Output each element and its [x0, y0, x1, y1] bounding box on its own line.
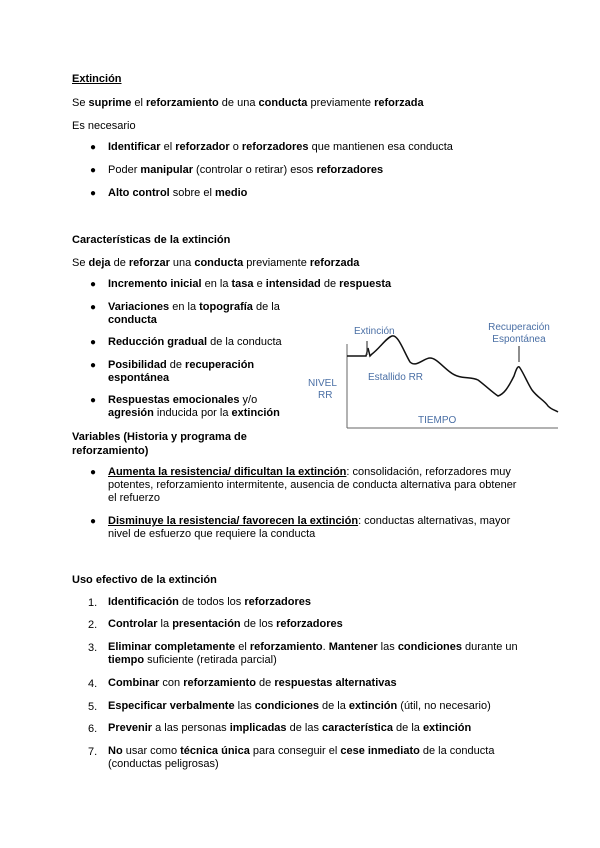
text-run: de las	[286, 722, 323, 734]
text-run: Identificar	[108, 141, 161, 153]
text-run: (útil, no necesario)	[397, 700, 491, 712]
text-run: condiciones	[397, 641, 462, 653]
text-run: de la conducta	[419, 745, 495, 757]
uso-item-3b	[108, 654, 277, 667]
label-tiempo: TIEMPO	[418, 415, 457, 426]
text-run: durante un	[462, 641, 518, 653]
text-run: tasa	[231, 278, 254, 290]
list-number: 5.	[88, 701, 98, 713]
var-item-2-head: Disminuye la resistencia/ favorecen la extinción	[108, 515, 359, 527]
vars-title-2: reforzamiento)	[72, 445, 149, 457]
text-run: Especificar verbalmente	[108, 700, 235, 712]
text-run: Se	[72, 97, 89, 109]
var-item-2-line-2: nivel de esfuerzo que requiere la conducta	[108, 528, 316, 540]
necesario-label: Es necesario	[72, 120, 136, 132]
label-recuperacion-1: Recuperación	[488, 322, 550, 333]
uso-item-6	[108, 722, 471, 735]
text-run: suficiente (retirada parcial)	[144, 654, 277, 666]
text-run: de	[320, 278, 340, 290]
text-run: para conseguir el	[249, 745, 341, 757]
char-item-1	[108, 278, 391, 291]
text-run: el	[131, 97, 146, 109]
text-run: Prevenir	[108, 722, 153, 734]
text-run: condiciones	[254, 700, 319, 712]
char-item-3	[108, 336, 282, 349]
text-run: agresión	[108, 407, 154, 419]
text-run: Controlar	[108, 618, 158, 630]
text-run: de	[166, 359, 186, 371]
text-run: reforzar	[128, 257, 170, 269]
text-run: implicadas	[229, 722, 287, 734]
var-item-1-text: : consolidación, reforzadores muy	[346, 466, 511, 478]
text-run: de la	[252, 301, 280, 313]
bullet-icon: ●	[90, 188, 97, 199]
bullet-icon: ●	[90, 467, 97, 478]
text-run: Poder	[108, 164, 141, 176]
bullet-icon: ●	[90, 302, 97, 313]
text-run: el	[160, 141, 176, 153]
text-run: e	[253, 278, 266, 290]
list-number: 7.	[88, 746, 98, 758]
text-run: la	[157, 618, 173, 630]
text-run: extinción	[422, 722, 472, 734]
text-run: Se	[72, 257, 89, 269]
text-run: (conductas peligrosas)	[108, 758, 219, 770]
text-run: las	[377, 641, 398, 653]
list-number: 1.	[88, 597, 98, 609]
section-title-extincion: Extinción	[72, 73, 122, 85]
text-run: topografía	[199, 301, 253, 313]
bullet-icon: ●	[90, 279, 97, 290]
text-run: respuesta	[339, 278, 392, 290]
bullet-icon: ●	[90, 516, 97, 527]
char-item-2b	[108, 314, 157, 327]
text-run: usar como	[122, 745, 181, 757]
uso-item-5	[108, 700, 491, 713]
char-item-4a	[108, 359, 254, 372]
label-nivel-2: RR	[318, 390, 333, 401]
text-run: reforzamiento	[146, 97, 219, 109]
text-run: conducta	[108, 314, 157, 326]
text-run: en la	[169, 301, 200, 313]
text-run: de todos los	[178, 596, 245, 608]
text-run: de la	[392, 722, 423, 734]
text-run: reforzadores	[316, 164, 384, 176]
text-run: que mantienen esa conducta	[308, 141, 453, 153]
text-run: con	[159, 677, 184, 689]
text-run: conducta	[258, 97, 308, 109]
text-run: Incremento inicial	[108, 278, 202, 290]
list-number: 2.	[88, 619, 98, 631]
text-run: una	[169, 257, 195, 269]
text-run: las	[234, 700, 255, 712]
text-run: reforzada	[309, 257, 360, 269]
list-number: 4.	[88, 678, 98, 690]
text-run: de la conducta	[207, 336, 282, 348]
text-run: reforzamiento	[249, 641, 323, 653]
text-run: reforzamiento	[183, 677, 256, 689]
text-run: espontánea	[108, 372, 170, 384]
label-extincion: Extinción	[354, 326, 395, 337]
uso-item-1	[108, 596, 311, 609]
list-number: 6.	[88, 723, 98, 735]
text-run: reforzador	[175, 141, 230, 153]
text-run: extinción	[231, 407, 280, 419]
char-definition	[72, 256, 359, 270]
var-item-1-line-2: potentes, reforzamiento intermitente, ausencia de conducta alternativa para obtener	[108, 479, 517, 491]
text-run: recuperación	[185, 359, 255, 371]
text-run: Reducción gradual	[108, 336, 208, 348]
text-run: Combinar	[108, 677, 160, 689]
text-run: de los	[240, 618, 277, 630]
text-run: .	[322, 641, 329, 653]
uso-item-2	[108, 618, 343, 631]
text-run: Mantener	[328, 641, 378, 653]
uso-item-4	[108, 677, 397, 690]
text-run: previamente	[307, 97, 375, 109]
bullet-icon: ●	[90, 165, 97, 176]
text-run: manipular	[140, 164, 193, 176]
text-run: intensidad	[265, 278, 321, 290]
text-run: reforzadores	[241, 141, 309, 153]
label-nivel-1: NIVEL	[308, 378, 337, 389]
text-run: Variaciones	[108, 301, 170, 313]
text-run: Identificación	[108, 596, 179, 608]
text-run: No	[108, 745, 123, 757]
char-item-4b	[108, 372, 169, 385]
var-item-1-head: Aumenta la resistencia/ dificultan la extinción	[108, 466, 347, 478]
text-run: característica	[322, 722, 393, 734]
uso-item-7a	[108, 745, 494, 758]
var-item-1-line-1	[108, 466, 511, 479]
text-run: respuestas alternativas	[274, 677, 397, 689]
need-item-1	[108, 141, 453, 154]
text-run: tiempo	[108, 654, 145, 666]
text-run: suprime	[88, 97, 132, 109]
text-run: reforzadores	[244, 596, 311, 608]
uso-item-3a	[108, 641, 518, 654]
text-run: y/o	[239, 394, 258, 406]
text-run: de una	[218, 97, 259, 109]
text-run: previamente	[243, 257, 310, 269]
text-run: Eliminar completamente	[108, 641, 236, 653]
definition-line	[72, 96, 424, 110]
text-run: presentación	[172, 618, 241, 630]
text-run: Posibilidad	[108, 359, 167, 371]
text-run: de la	[318, 700, 349, 712]
text-run: de	[110, 257, 129, 269]
text-run: técnica única	[180, 745, 250, 757]
char-item-2a	[108, 301, 280, 314]
text-run: o	[229, 141, 242, 153]
text-run: (controlar o retirar) esos	[193, 164, 317, 176]
label-estallido: Estallido RR	[368, 372, 424, 383]
var-item-2-line-1	[108, 515, 510, 528]
bullet-icon: ●	[90, 142, 97, 153]
text-run: Alto control	[108, 187, 170, 199]
need-item-3	[108, 187, 247, 200]
extinction-curve-figure	[300, 316, 562, 432]
text-run: medio	[214, 187, 248, 199]
bullet-icon: ●	[90, 337, 97, 348]
bullet-icon: ●	[90, 395, 97, 406]
text-run: sobre el	[169, 187, 215, 199]
text-run: deja	[88, 257, 111, 269]
list-number: 3.	[88, 642, 98, 654]
uso-item-7b	[108, 758, 219, 771]
vars-title-1: Variables (Historia y programa de	[72, 431, 247, 443]
var-item-1-line-3: el refuerzo	[108, 492, 160, 504]
section-title-caracteristicas: Características de la extinción	[72, 234, 231, 246]
text-run: de	[255, 677, 275, 689]
text-run: reforzadores	[276, 618, 343, 630]
char-item-5a	[108, 394, 257, 407]
bullet-icon: ●	[90, 360, 97, 371]
var-item-2-text: : conductas alternativas, mayor	[358, 515, 511, 527]
char-item-5b	[108, 407, 280, 420]
text-run: Respuestas emocionales	[108, 394, 240, 406]
text-run: reforzada	[374, 97, 424, 109]
section-title-uso: Uso efectivo de la extinción	[72, 574, 217, 586]
text-run: el	[235, 641, 250, 653]
text-run: cese inmediato	[340, 745, 420, 757]
label-recuperacion-2: Espontánea	[492, 334, 546, 345]
text-run: a las personas	[152, 722, 230, 734]
need-item-2	[108, 164, 383, 177]
text-run: inducida por la	[153, 407, 232, 419]
text-run: en la	[201, 278, 232, 290]
text-run: extinción	[348, 700, 398, 712]
text-run: conducta	[194, 257, 244, 269]
